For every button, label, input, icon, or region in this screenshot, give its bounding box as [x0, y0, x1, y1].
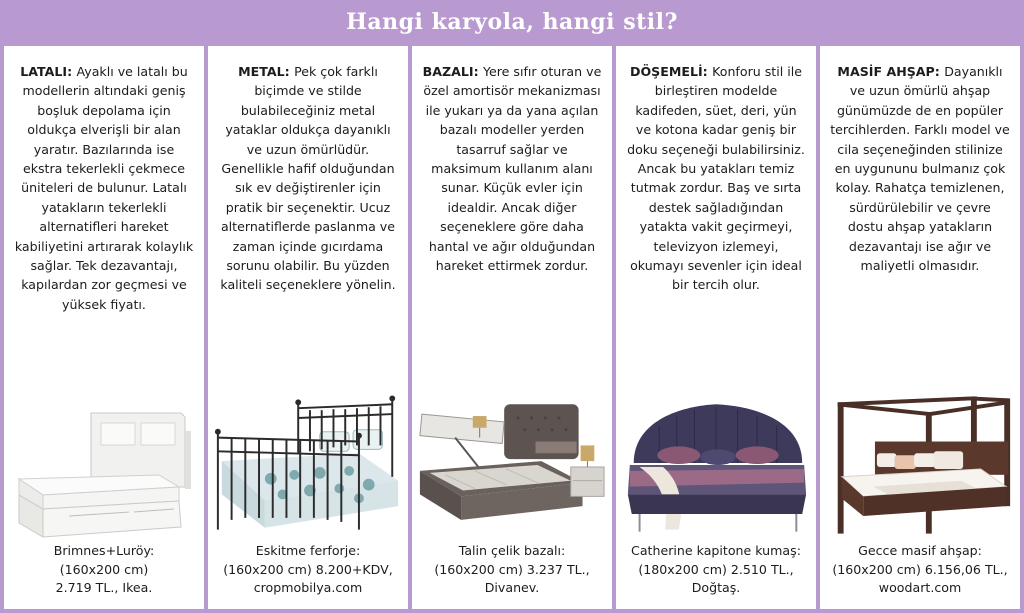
caption-line: Eskitme ferforje:	[255, 543, 361, 558]
caption-line: Doğtaş.	[691, 580, 741, 595]
caption-line: Gecce masif ahşap:	[858, 543, 982, 558]
wrought-iron-bed-icon	[212, 391, 404, 541]
caption-line: (160x200 cm) 8.200+KDV,	[223, 561, 393, 577]
column-description	[830, 62, 1010, 275]
page-title: Hangi karyola, hangi stil?	[346, 9, 678, 35]
column-heading: METAL:	[238, 64, 295, 79]
lift-storage-bed-icon	[416, 391, 608, 541]
column-text: Yere sıfır oturan ve özel amortisör mekanizması ile yukarı ya da yana açılan bazalı modeller yerden tasarruf sağlar ve maksimum kullanım alanı sunar. Küçük evler için idealdir. Ancak diğer seçeneklere göre daha hantal ve ağır olduğundan hareket ettirmek zordur.	[423, 64, 602, 274]
caption-line: (160x200 cm)	[59, 561, 149, 577]
column-text: Dayanıklı ve uzun ömürlü ahşap günümüzde de en popüler tercihlerden. Farklı model ve cila seçeneğinden stilinize en uygununu bulmanız çok kolay. Rahatça temizlenen, sürdürülebilir ve çevre dostu ahşap yatakların dezavantajı ise ağır ve maliyetli olmasıdır.	[830, 64, 1010, 274]
caption-line: 2.719 TL., Ikea.	[55, 580, 153, 595]
caption-line: (160x200 cm) 3.237 TL.,	[434, 561, 590, 577]
column-text: Konforu stil ile birleştiren modelde kadifeden, süet, deri, yün ve kotona kadar geniş bir doku seçeneği bulabilirsiniz. Ancak bu yatakları temiz tutmak zordur. Baş ve sırta destek sağladığından yatakta vakit geçirmeyi, televizyon izlemeyi, okumayı sevenler için ideal bir tercih olur.	[627, 64, 805, 293]
caption-line: cropmobilya.com	[253, 580, 363, 595]
column-heading: BAZALI:	[422, 64, 484, 79]
header-bar	[0, 0, 1024, 44]
caption-line: Brimnes+Luröy:	[53, 543, 155, 558]
wooden-canopy-bed-image	[824, 391, 1016, 541]
product-caption	[10, 542, 198, 598]
column-description	[422, 62, 602, 275]
product-caption	[214, 542, 402, 598]
white-storage-bed-icon	[8, 391, 200, 541]
column-text: Ayaklı ve latalı bu modellerin altındaki geniş boşluk depolama için oldukça elverişli bir alan yaratır. Bazılarında ise ekstra tekerlekli çekmece üniteleri de bulunur. Latalı yatakların tekerlekli alternatifleri hareket kabiliyetini artırarak kolaylık sağlar. Tek dezavantajı, kapılardan zor geçmesi ve yüksek fiyatı.	[14, 64, 194, 312]
product-caption	[418, 542, 606, 598]
caption-line: (160x200 cm) 6.156,06 TL.,	[832, 561, 1008, 577]
column-description	[218, 62, 398, 295]
column-metal	[208, 46, 408, 609]
caption-line: Talin çelik bazalı:	[458, 543, 566, 558]
upholstered-bed-image	[620, 391, 812, 541]
column-heading: LATALI:	[20, 64, 77, 79]
upholstered-bed-icon	[620, 391, 812, 541]
caption-line: Divanev.	[484, 580, 540, 595]
column-heading: MASİF AHŞAP:	[837, 64, 945, 79]
bed-style-columns	[4, 46, 1020, 609]
caption-line: Catherine kapitone kumaş:	[631, 543, 801, 558]
column-latali	[4, 46, 204, 609]
column-text: Pek çok farklı biçimde ve stilde bulabileceğiniz metal yataklar oldukça dayanıklı ve uzun ömürlüdür. Genellikle hafif olduğundan sık ev değiştirenler için pratik bir seçenektir. Ucuz alternatiflerde paslanma ve zaman içinde gıcırdama sorunu olabilir. Bu yüzden kaliteli seçeneklere yönelin.	[220, 64, 396, 293]
column-dosemeli	[616, 46, 816, 609]
white-storage-bed-image	[8, 391, 200, 541]
wooden-canopy-bed-icon	[824, 391, 1016, 541]
caption-line: woodart.com	[878, 580, 962, 595]
product-caption	[826, 542, 1014, 598]
column-masif-ahsap	[820, 46, 1020, 609]
column-description	[14, 62, 194, 314]
wrought-iron-bed-image	[212, 391, 404, 541]
caption-line: (180x200 cm) 2.510 TL.,	[638, 561, 794, 577]
column-bazali	[412, 46, 612, 609]
lift-storage-bed-image	[416, 391, 608, 541]
column-heading: DÖŞEMELİ:	[630, 64, 713, 79]
column-description	[626, 62, 806, 295]
product-caption	[622, 542, 810, 598]
